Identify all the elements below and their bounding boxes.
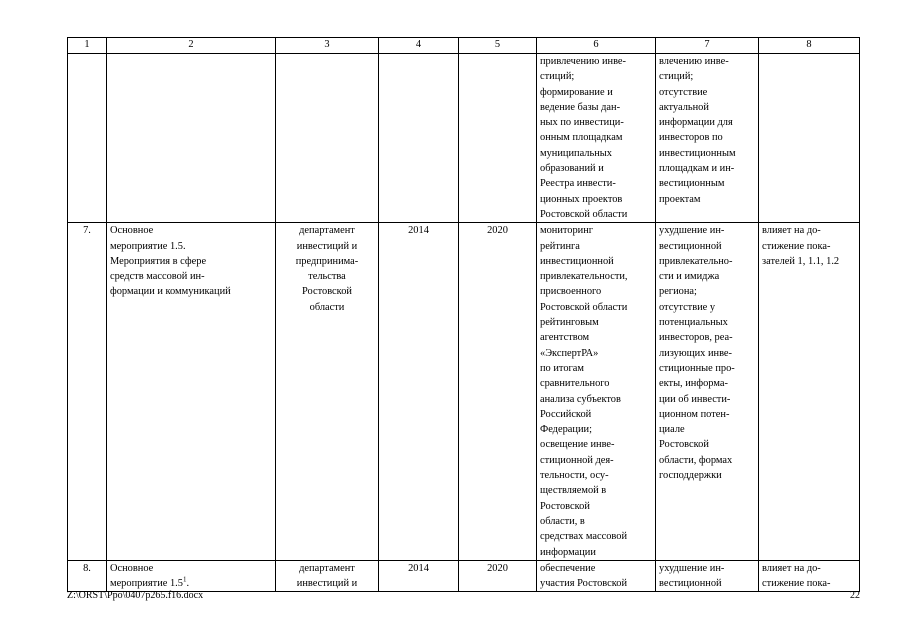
start-year-cell: 2014 <box>379 223 459 561</box>
table-row-continued <box>68 54 860 223</box>
empty-cell <box>759 54 860 223</box>
consequences-cell: ухудшение ин- вестиционной <box>656 560 759 592</box>
footer-file-path: Z:\ORST\Ppo\0407p265.f16.docx <box>67 590 204 601</box>
column-number-cell: 3 <box>276 38 379 54</box>
column-number-cell: 2 <box>107 38 276 54</box>
end-year-cell: 2020 <box>459 223 537 561</box>
measure-name-line: Основное <box>110 562 154 574</box>
row-number-cell: 8. <box>68 560 107 592</box>
start-year-cell: 2014 <box>379 560 459 592</box>
expected-result-cell: привлечению инве- стиций; формирование и ведение базы дан- ных по инвестици- онным площадкам муниципальных образований и Реестра инвести- ционных проектов Ростовской области <box>537 54 656 223</box>
empty-cell <box>276 54 379 223</box>
empty-cell <box>68 54 107 223</box>
column-number-cell: 1 <box>68 38 107 54</box>
indicator-link-cell: влияет на до- стижение пока- зателей 1, 1.1, 1.2 <box>759 223 860 561</box>
end-year-cell: 2020 <box>459 560 537 592</box>
column-number-cell: 7 <box>656 38 759 54</box>
empty-cell <box>107 54 276 223</box>
measure-superscript: 1 <box>182 575 187 584</box>
expected-result-cell: обеспечение участия Ростовской <box>537 560 656 592</box>
empty-cell <box>379 54 459 223</box>
column-number-cell: 4 <box>379 38 459 54</box>
executor-cell: департамент инвестиций и предпринима- тельства Ростовской области <box>276 223 379 561</box>
table-row-7 <box>68 223 860 561</box>
column-number-cell: 6 <box>537 38 656 54</box>
expected-result-cell: мониторинг рейтинга инвестиционной привлекательности, присвоенного Ростовской области рейтинговым агентством «ЭкспертРА» по итогам сравнительного анализа субъектов Российской Федерации; освещение инве- стиционной дея- тельности, осу- ществляемой в Ростовской области, в средствах массовой информации <box>537 223 656 561</box>
measure-name-tail: . <box>186 578 190 590</box>
consequences-cell: влечению инве- стиций; отсутствие актуальной информации для инвесторов по инвестиционным площадкам и ин- вестиционным проектам <box>656 54 759 223</box>
column-number-cell: 5 <box>459 38 537 54</box>
measure-name-line: мероприятие 1.5 <box>110 578 183 590</box>
column-number-header-row <box>68 38 860 54</box>
row-number-cell: 7. <box>68 223 107 561</box>
executor-cell: департамент инвестиций и <box>276 560 379 592</box>
table-row-8 <box>68 560 860 592</box>
measure-name-cell: Основное мероприятие 1.5. Мероприятия в сфере средств массовой ин- формации и коммуникаций <box>107 223 276 561</box>
empty-cell <box>459 54 537 223</box>
program-measures-table <box>67 37 860 592</box>
consequences-cell: ухудшение ин- вестиционной привлекательно- сти и имиджа региона; отсутствие у потенциальных инвесторов, реа- лизующих инве- стиционные про- екты, информа- ции об инвести- ционном потен- циале Ростовской области, формах господдержки <box>656 223 759 561</box>
page-number: 22 <box>850 590 860 601</box>
indicator-link-cell: влияет на до- стижение пока- <box>759 560 860 592</box>
measure-name-cell <box>107 560 276 592</box>
column-number-cell: 8 <box>759 38 860 54</box>
